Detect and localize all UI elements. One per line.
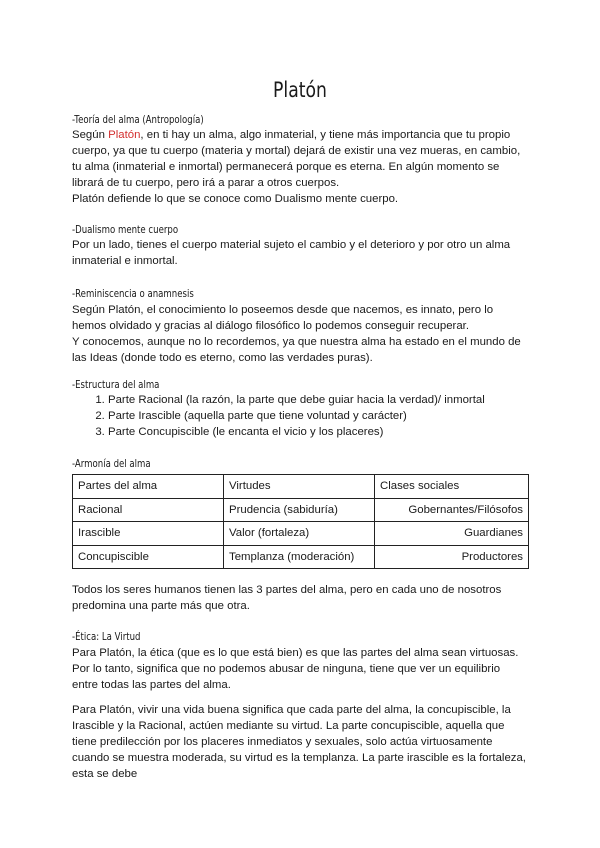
section-etica-2 bbox=[72, 702, 528, 782]
table-header-cell: Clases sociales bbox=[375, 475, 529, 499]
table-row bbox=[73, 522, 529, 546]
heading-reminiscencia: -Reminiscencia o anamnesis bbox=[72, 287, 194, 300]
heading-armonia: -Armonía del alma bbox=[72, 457, 151, 470]
reminiscencia-paragraph-1: Según Platón, el conocimiento lo poseemos desde que nacemos, es innato, pero lo hemos olvidado y gracias al diálogo filosófico lo podemos conseguir recuperar. bbox=[72, 304, 494, 332]
heading-estructura: -Estructura del alma bbox=[72, 378, 160, 391]
dualismo-paragraph: Por un lado, tienes el cuerpo material sujeto el cambio y el deterioro y por otro un alma inmaterial e inmortal. bbox=[72, 239, 511, 267]
list-item: 1. Parte Racional (la razón, la parte que debe guiar hacia la verdad)/ inmortal bbox=[108, 392, 528, 408]
section-etica bbox=[72, 645, 528, 693]
table-cell: Prudencia (sabiduría) bbox=[224, 498, 375, 522]
list-item: 3. Parte Concupiscible (le encanta el vicio y los placeres) bbox=[108, 424, 528, 440]
section-teoria-alma bbox=[72, 127, 528, 207]
table-cell: Concupiscible bbox=[73, 545, 224, 569]
heading-dualismo: -Dualismo mente cuerpo bbox=[72, 223, 179, 236]
table-header-cell: Partes del alma bbox=[73, 475, 224, 499]
table-cell: Racional bbox=[73, 498, 224, 522]
estructura-list bbox=[72, 392, 528, 440]
table-header-row bbox=[73, 475, 529, 499]
table-cell: Gobernantes/Filósofos bbox=[375, 498, 529, 522]
list-item: 2. Parte Irascible (aquella parte que tiene voluntad y carácter) bbox=[108, 408, 528, 424]
etica-paragraph-2: Para Platón, vivir una vida buena significa que cada parte del alma, la concupiscible, la Irascible y la Racional, actúen mediante su virtud. La parte concupiscible, aquella que tiene predilección por los placeres inmediatos y sexuales, solo actúa virtuosamente cuando se muestra moderada, su virtud es la templanza. La parte irascible es la fortaleza, esta se debe bbox=[72, 704, 526, 780]
teoria-paragraph bbox=[72, 127, 528, 191]
table-cell: Guardianes bbox=[375, 522, 529, 546]
heading-teoria-alma: -Teoría del alma (Antropología) bbox=[72, 113, 204, 126]
table-cell: Templanza (moderación) bbox=[224, 545, 375, 569]
reminiscencia-paragraph-2: Y conocemos, aunque no lo recordemos, ya que nuestra alma ha estado en el mundo de las Ideas (donde todo es eterno, como las verdades puras). bbox=[72, 336, 521, 364]
heading-etica: -Ética: La Virtud bbox=[72, 630, 141, 643]
table-row bbox=[73, 545, 529, 569]
armonia-table bbox=[72, 474, 529, 569]
table-cell: Valor (fortaleza) bbox=[224, 522, 375, 546]
table-cell: Irascible bbox=[73, 522, 224, 546]
table-cell: Productores bbox=[375, 545, 529, 569]
armonia-paragraph: Todos los seres humanos tienen las 3 partes del alma, pero en cada uno de nosotros predomina una parte más que otra. bbox=[72, 584, 502, 612]
section-armonia-after bbox=[72, 582, 528, 614]
section-dualismo bbox=[72, 237, 528, 269]
page-title: Platón bbox=[273, 78, 327, 102]
table-row bbox=[73, 498, 529, 522]
teoria-text-start: Según bbox=[72, 129, 109, 141]
dualismo-statement: Platón defiende lo que se conoce como Dualismo mente cuerpo. bbox=[72, 193, 399, 205]
teoria-text-rest: , en ti hay un alma, algo inmaterial, y tiene más importancia que tu propio cuerpo, ya que tu cuerpo (materia y mortal) dejará de existir una vez mueras, en cambio, tu alma (inmaterial e inmortal) permanecerá porque es eterna. En algún momento se librará de tu cuerpo, pero irá a parar a otros cuerpos. bbox=[72, 129, 521, 189]
etica-paragraph-1: Para Platón, la ética (que es lo que está bien) es que las partes del alma sean virtuosas. Por lo tanto, significa que no podemos abusar de ninguna, tiene que ver un equilibrio entre todas las partes del alma. bbox=[72, 647, 519, 691]
table-header-cell: Virtudes bbox=[224, 475, 375, 499]
platon-highlight: Platón bbox=[108, 129, 141, 141]
section-reminiscencia bbox=[72, 302, 528, 366]
